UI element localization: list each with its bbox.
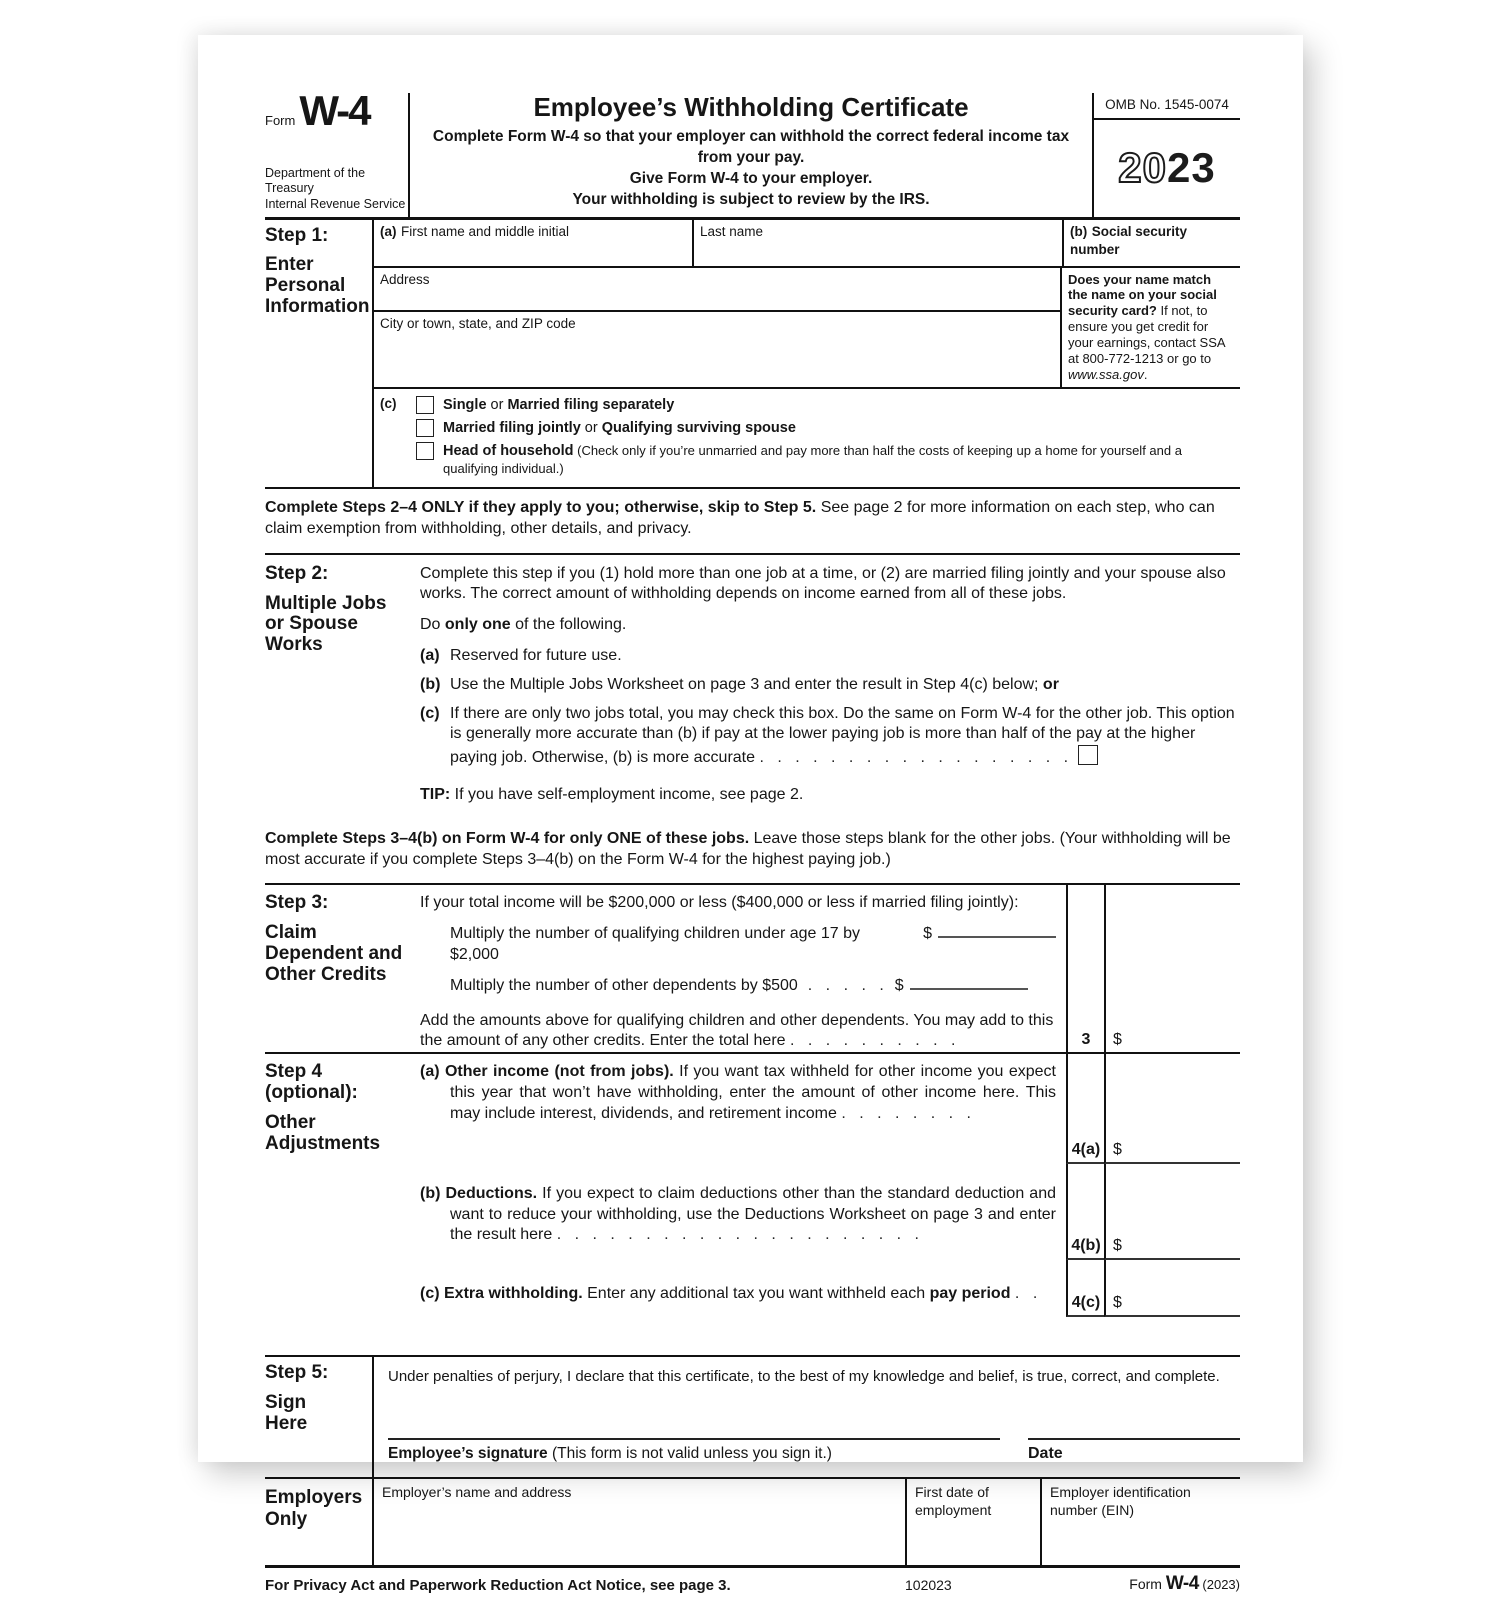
city-label: City or town, state, and ZIP code xyxy=(380,315,576,331)
step2-intro: Complete this step if you (1) hold more than one job at a time, or (2) are married filing jointly and your spouse also works. The correct amount of withholding depends on income earned from all of these jobs. xyxy=(420,564,1226,603)
add-amounts-text-main: Add the amounts above for qualifying children and other dependents. You may add to this the amount of any other credits. Enter the total here xyxy=(420,1011,1054,1050)
tip-text: If you have self-employment income, see page 2. xyxy=(450,786,804,804)
married-jointly-checkbox[interactable] xyxy=(416,419,434,437)
step4a-line-number: 4(a) xyxy=(1066,1054,1104,1164)
step2-section xyxy=(265,555,1240,820)
item-b-or: or xyxy=(1042,675,1059,693)
form-number: W-4 xyxy=(299,87,370,134)
step3-title: Step 3: xyxy=(265,892,329,914)
do-bold: only one xyxy=(444,616,511,634)
omb-number: OMB No. 1545-0074 xyxy=(1094,93,1240,120)
ein-field[interactable] xyxy=(1040,1479,1240,1565)
steps-3-4b-notice xyxy=(265,820,1240,886)
step4c-row xyxy=(265,1260,1240,1317)
total-credits-dollar: $ xyxy=(1113,1031,1122,1049)
step4-title: Step 4 (optional): xyxy=(265,1061,358,1104)
item-b-text xyxy=(450,675,1240,696)
filing-status-checkboxes xyxy=(374,389,1240,488)
notice1-text: See page 2 for more information on each step, who can claim exemption from withholding, other details, and privacy. xyxy=(265,499,1215,537)
item-c-dots: . . . . . . . . . . . . . . . . . . xyxy=(759,749,1070,767)
signature-row xyxy=(388,1438,1240,1463)
step3-intro: If your total income will be $200,000 or less ($400,000 or less if married filing jointly): xyxy=(420,894,1019,912)
pay-period-bold: pay period xyxy=(929,1285,1011,1303)
first-date-label: First date of employment xyxy=(915,1484,992,1518)
w4-form-page xyxy=(198,35,1303,1595)
item-c-text-main: If there are only two jobs total, you may check this box. Do the same on Form W-4 for the other job. This option is generally more accurate than (b) if pay at the lower paying job is more than half of the pay at the higher paying job. Otherwise, (b) is more accurate xyxy=(450,704,1235,767)
step4c-label-spacer xyxy=(265,1268,420,1317)
footer-form-id xyxy=(1129,1573,1240,1595)
step5-subtitle: Sign Here xyxy=(265,1391,308,1434)
single-label-or: or xyxy=(486,396,508,413)
form-footer xyxy=(265,1568,1240,1607)
address-field[interactable] xyxy=(374,268,1060,310)
step2-label xyxy=(265,564,420,820)
ssa-text: If not, to ensure you get credit for your earnings, contact SSA at 800-772-1213 or go to xyxy=(1068,303,1225,366)
filing-status-married-row xyxy=(416,419,1240,437)
qualifying-children-text: Multiply the number of qualifying children under age 17 by $2,000 xyxy=(450,925,861,964)
do-post: of the following. xyxy=(510,616,627,634)
item-b-text-main: Use the Multiple Jobs Worksheet on page 3 and enter the result in Step 4(c) below; xyxy=(450,675,1043,693)
step2-content xyxy=(420,564,1240,820)
step1-section xyxy=(265,220,1240,490)
step4b-content xyxy=(420,1172,1066,1260)
form-title: Employee’s Withholding Certificate xyxy=(533,92,969,122)
step3-left xyxy=(265,885,1066,1052)
step2-title: Step 2: xyxy=(265,562,329,584)
tip-note xyxy=(420,785,1240,806)
header-right xyxy=(1092,93,1240,217)
signature-label-bold: Employee’s signature xyxy=(388,1445,548,1463)
department-lines xyxy=(265,166,408,213)
step1-fields xyxy=(372,220,1240,488)
step3-label xyxy=(265,893,420,1052)
step4a-row xyxy=(265,1054,1240,1164)
form-id-block xyxy=(265,87,408,217)
single-checkbox[interactable] xyxy=(416,396,434,414)
step5-label xyxy=(265,1357,372,1478)
step1-row-names xyxy=(374,220,1240,268)
head-of-household-checkbox[interactable] xyxy=(416,442,434,460)
first-name-field[interactable] xyxy=(374,220,692,266)
head-of-household-label xyxy=(443,442,1240,478)
notice1-bold: Complete Steps 2–4 ONLY if they apply to you; otherwise, skip to Step 5. xyxy=(265,499,817,517)
step3-subtitle: Claim Dependent and Other Credits xyxy=(265,922,403,986)
other-income-main: If you want tax withheld for other income you expect this year that won’t have withholding, enter the amount of other income here. This may include interest, dividends, and retirement income xyxy=(450,1063,1057,1122)
checkbox-rows xyxy=(416,396,1240,479)
last-name-field[interactable] xyxy=(692,220,1062,266)
step4-subtitle: Other Adjustments xyxy=(265,1112,381,1154)
other-dependents-amount[interactable] xyxy=(910,974,1028,990)
tagline-1: Complete Form W-4 so that your employer can withhold the correct federal income tax from your pay. xyxy=(432,127,1070,166)
signature-date-gap xyxy=(1000,1438,1028,1463)
other-dependents-dollar: $ xyxy=(894,976,904,994)
signature-label-paren: (This form is not valid unless you sign it.) xyxy=(547,1445,832,1463)
other-dependents-dots: . . . . . xyxy=(807,976,885,994)
last-name-label: Last name xyxy=(700,223,764,239)
extra-withholding-bold: (c) Extra withholding. xyxy=(420,1285,583,1303)
employer-name-field[interactable] xyxy=(372,1479,905,1565)
footer-form-year: (2023) xyxy=(1198,1577,1240,1593)
step4-label xyxy=(265,1062,420,1164)
step5-title: Step 5: xyxy=(265,1361,329,1383)
item-b-tag: (b) xyxy=(420,675,441,693)
address-label: Address xyxy=(380,271,430,287)
ssa-bold-text: Does your name match the name on your social security card? xyxy=(1068,271,1217,319)
step4c-content xyxy=(420,1268,1066,1317)
step1-label xyxy=(265,220,372,488)
step4c-left xyxy=(265,1260,1066,1317)
ssn-field[interactable] xyxy=(1062,220,1240,266)
surviving-spouse-label-bold: Qualifying surviving spouse xyxy=(601,419,796,436)
notice2-bold: Complete Steps 3–4(b) on Form W-4 for only ONE of these jobs. xyxy=(265,829,750,847)
step2-item-b xyxy=(420,675,1240,696)
form-header xyxy=(265,87,1240,220)
ein-label: Employer identification number (EIN) xyxy=(1050,1484,1191,1518)
field-b-tag: (b) xyxy=(1070,223,1088,239)
filing-status-single-row xyxy=(416,396,1240,414)
other-dependents-row xyxy=(450,974,1056,997)
step4b-line-number: 4(b) xyxy=(1066,1164,1104,1260)
footer-form-word: Form xyxy=(1129,1576,1166,1593)
field-c-tag: (c) xyxy=(380,395,397,411)
first-date-field[interactable] xyxy=(905,1479,1040,1565)
extra-withholding-dollar: $ xyxy=(1113,1293,1122,1311)
step4b-label-spacer xyxy=(265,1172,420,1260)
other-income-dollar: $ xyxy=(1113,1140,1122,1158)
step1-row-address xyxy=(374,268,1240,389)
item-c-tag: (c) xyxy=(420,704,440,722)
footer-form-number: W-4 xyxy=(1165,1573,1199,1595)
employer-name-label: Employer’s name and address xyxy=(382,1484,572,1501)
tagline-2: Give Form W-4 to your employer. xyxy=(629,169,873,187)
perjury-statement: Under penalties of perjury, I declare that this certificate, to the best of my knowledge and belief, is true, correct, and complete. xyxy=(388,1367,1220,1385)
catalog-number: 102023 xyxy=(905,1577,952,1594)
employers-only-label: Employers Only xyxy=(265,1487,363,1531)
step4a-left xyxy=(265,1054,1066,1164)
dept-line-2: Internal Revenue Service xyxy=(265,196,406,211)
field-a-tag: (a) xyxy=(380,223,397,239)
extra-withholding-main: Enter any additional tax you want withheld each xyxy=(582,1285,930,1303)
two-jobs-checkbox[interactable] xyxy=(1078,745,1098,765)
deductions-main: If you expect to claim deductions other than the standard deduction and want to reduce your withholding, use the Deductions Worksheet on page 3 and enter the result here xyxy=(450,1184,1056,1244)
spacer xyxy=(265,1317,1240,1355)
extra-withholding-text xyxy=(420,1284,1056,1305)
ssa-info-box xyxy=(1060,268,1240,387)
married-jointly-label xyxy=(443,419,796,437)
item-c-text xyxy=(450,704,1240,769)
single-label xyxy=(443,396,674,414)
other-income-bold: (a) Other income (not from jobs). xyxy=(420,1063,674,1081)
step2-do-only-one xyxy=(420,615,1240,636)
extra-withholding-dots: . . xyxy=(1014,1285,1039,1303)
other-income-dots: . . . . . . . . xyxy=(841,1104,972,1122)
qualifying-children-row xyxy=(450,922,1056,966)
deductions-dollar: $ xyxy=(1113,1237,1122,1255)
qualifying-children-dollar: $ xyxy=(923,925,933,943)
address-column xyxy=(374,268,1060,387)
married-separately-label-bold: Married filing separately xyxy=(507,396,675,413)
other-dependents-text: Multiply the number of other dependents by $500 xyxy=(450,976,798,994)
date-label: Date xyxy=(1028,1445,1063,1463)
step4a-content xyxy=(420,1062,1066,1164)
filing-status-head-row xyxy=(416,442,1240,478)
steps-2-4-notice xyxy=(265,489,1240,555)
ssa-text-end: . xyxy=(1143,366,1148,382)
step4c-line-number: 4(c) xyxy=(1066,1260,1104,1317)
step4b-row xyxy=(265,1164,1240,1260)
privacy-notice: For Privacy Act and Paperwork Reduction Act Notice, see page 3. xyxy=(265,1577,731,1595)
do-pre: Do xyxy=(420,616,445,634)
step5-section xyxy=(265,1355,1240,1480)
step3-line-number: 3 xyxy=(1066,885,1104,1052)
married-jointly-label-bold: Married filing jointly xyxy=(443,419,581,436)
step1-title: Step 1: xyxy=(265,224,329,246)
single-label-bold: Single xyxy=(443,396,487,413)
step2-subtitle: Multiple Jobs or Spouse Works xyxy=(265,592,387,656)
notice2-text: Leave those steps blank for the other jobs. (Your withholding will be most accurate if you complete Steps 3–4(b) on the Form W-4 for the highest paying job.) xyxy=(265,829,1231,868)
tax-year-outline: 20 xyxy=(1118,144,1167,192)
step4b-left xyxy=(265,1164,1066,1260)
tagline-3: Your withholding is subject to review by the IRS. xyxy=(572,190,930,208)
item-a-tag: (a) xyxy=(420,647,440,665)
step1-subtitle: Enter Personal Information xyxy=(265,254,370,318)
header-center xyxy=(408,93,1092,217)
other-income-amount[interactable] xyxy=(1104,1054,1240,1164)
form-number-block xyxy=(265,87,408,134)
city-state-zip-field[interactable] xyxy=(374,310,1060,355)
deductions-text xyxy=(420,1184,1056,1246)
employers-only-section xyxy=(265,1479,1240,1568)
step5-content xyxy=(372,1357,1240,1478)
head-of-household-label-bold: Head of household xyxy=(443,442,574,459)
deductions-bold: (b) Deductions. xyxy=(420,1184,538,1202)
step3-content xyxy=(420,893,1066,1052)
qualifying-children-amount[interactable] xyxy=(938,922,1056,938)
employee-signature-line[interactable] xyxy=(388,1438,1000,1463)
extra-withholding-amount[interactable] xyxy=(1104,1260,1240,1317)
ssa-link: www.ssa.gov xyxy=(1068,366,1144,382)
step2-item-a xyxy=(420,646,1240,667)
tip-bold: TIP: xyxy=(420,786,451,804)
form-word: Form xyxy=(265,113,296,128)
total-credits-amount[interactable] xyxy=(1104,885,1240,1052)
step2-item-c xyxy=(420,704,1240,769)
add-amounts-text xyxy=(420,1011,1056,1053)
add-amounts-dots: . . . . . . . . . . xyxy=(790,1032,957,1050)
date-line[interactable] xyxy=(1028,1438,1240,1463)
deductions-dots: . . . . . . . . . . . . . . . . . . . . . xyxy=(556,1226,920,1244)
other-income-text xyxy=(420,1062,1056,1124)
dept-line-1: Department of the Treasury xyxy=(265,165,366,196)
tax-year-solid: 23 xyxy=(1167,144,1216,192)
married-jointly-label-or: or xyxy=(580,419,602,436)
head-of-household-paren: (Check only if you’re unmarried and pay more than half the costs of keeping up a home for yourself and a qualifying individual.) xyxy=(443,442,1182,476)
tax-year xyxy=(1094,120,1240,217)
ssn-label: Social security number xyxy=(1070,223,1188,257)
first-name-label: First name and middle initial xyxy=(400,223,570,239)
deductions-amount[interactable] xyxy=(1104,1164,1240,1260)
step3-section xyxy=(265,885,1240,1054)
item-a-text: Reserved for future use. xyxy=(450,647,622,665)
